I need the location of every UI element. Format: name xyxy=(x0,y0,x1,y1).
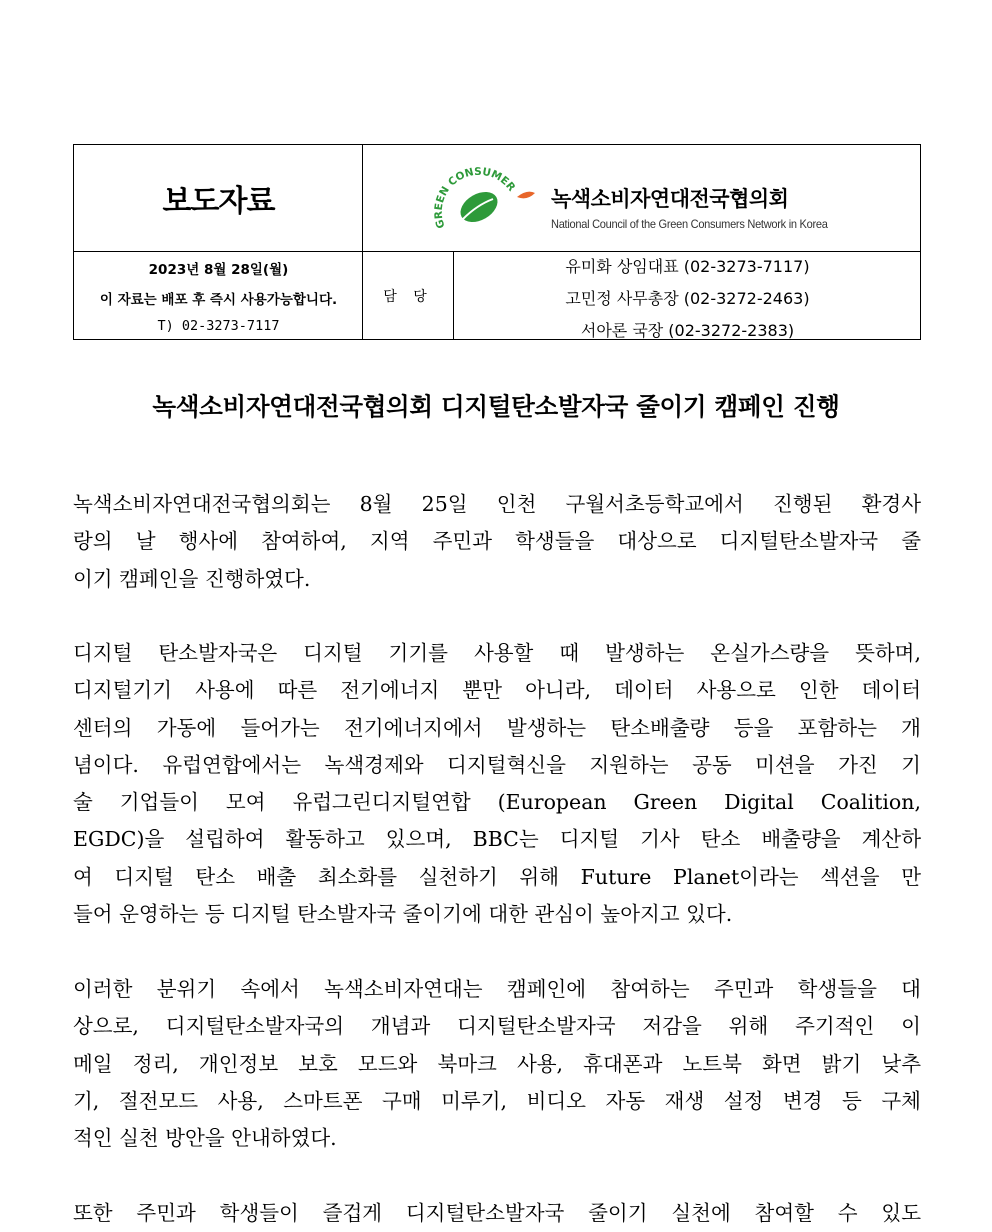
release-note: 이 자료는 배포 후 즉시 사용가능합니다. xyxy=(99,292,338,308)
paragraph-line: 메일 정리, 개인정보 보호 모드와 북마크 사용, 휴대폰과 노트북 화면 밝기 낮추 xyxy=(73,1051,921,1076)
press-release-title: 녹색소비자연대전국협의회 디지털탄소발자국 줄이기 캠페인 진행 xyxy=(152,392,840,421)
paragraph-line: 이러한 분위기 속에서 녹색소비자연대는 캠페인에 참여하는 주민과 학생들을 대 xyxy=(73,977,921,1001)
body-paragraph xyxy=(73,971,921,1157)
body-paragraph xyxy=(73,1195,921,1232)
release-date: 2023년 8월 28일(월) xyxy=(148,262,289,278)
press-release-label: 보도자료 xyxy=(162,184,275,219)
paragraph-line: 디지털 탄소발자국은 디지털 기기를 사용할 때 발생하는 온실가스량을 뜻하며, xyxy=(73,641,921,665)
green-consumer-logo xyxy=(433,157,545,243)
org-name-english: National Council of the Green Consumers Network in Korea xyxy=(551,217,828,231)
contact-item: 고민정 사무총장 (02-3272-2463) xyxy=(565,289,810,308)
paragraph-line: 념이다. 유럽연합에서는 녹색경제와 디지털혁신을 지원하는 공동 미션을 가진 기 xyxy=(73,752,921,777)
paragraph-line: 또한 주민과 학생들이 즐겁게 디지털탄소발자국 줄이기 실천에 참여할 수 있도 xyxy=(73,1201,921,1225)
header-table xyxy=(73,144,921,340)
release-info xyxy=(74,252,363,340)
paragraph-line: 디지털기기 사용에 따른 전기에너지 뿐만 아니라, 데이터 사용으로 인한 데이터 xyxy=(73,678,921,703)
org-name-korean: 녹색소비자연대전국협의회 xyxy=(551,187,789,211)
paragraph-line: 들어 운영하는 등 디지털 탄소발자국 줄이기에 대한 관심이 높아지고 있다. xyxy=(73,902,733,927)
paragraph-line: 이기 캠페인을 진행하였다. xyxy=(73,566,311,591)
paragraph-line: 녹색소비자연대전국협의회는 8월 25일 인천 구월서초등학교에서 진행된 환경사 xyxy=(73,492,921,516)
logo-arc-text: GREEN CONSUMER xyxy=(433,165,518,230)
org-logo-area xyxy=(363,145,922,251)
paragraph-line: 적인 실천 방안을 안내하였다. xyxy=(73,1126,337,1151)
paragraph-line: 센터의 가동에 들어가는 전기에너지에서 발생하는 탄소배출량 등을 포함하는 개 xyxy=(73,715,921,740)
body-paragraph xyxy=(73,486,921,598)
paragraph-line: 술 기업들이 모여 유럽그린디지털연합 (European Green Digital Coalition, xyxy=(73,790,921,815)
paragraph-line: 여 디지털 탄소 배출 최소화를 실천하기 위해 Future Planet이라는 섹션을 만 xyxy=(73,864,921,889)
contact-label: 담 당 xyxy=(383,289,433,305)
release-phone: T) 02-3273-7117 xyxy=(157,318,280,334)
contact-item: 서아론 국장 (02-3272-2383) xyxy=(580,321,795,340)
paragraph-line: 랑의 날 행사에 참여하여, 지역 주민과 학생들을 대상으로 디지털탄소발자국 줄 xyxy=(73,529,921,554)
contact-list xyxy=(454,252,921,340)
paragraph-line: 기, 절전모드 사용, 스마트폰 구매 미루기, 비디오 자동 재생 설정 변경 등 구체 xyxy=(73,1088,921,1113)
body-paragraph xyxy=(73,635,921,933)
paragraph-line: EGDC)을 설립하여 활동하고 있으며, BBC는 디지털 기사 탄소 배출량을 계산하 xyxy=(73,827,921,852)
contact-item: 유미화 상임대표 (02-3273-7117) xyxy=(565,257,810,276)
paragraph-line: 상으로, 디지털탄소발자국의 개념과 디지털탄소발자국 저감을 위해 주기적인 이 xyxy=(73,1014,921,1039)
